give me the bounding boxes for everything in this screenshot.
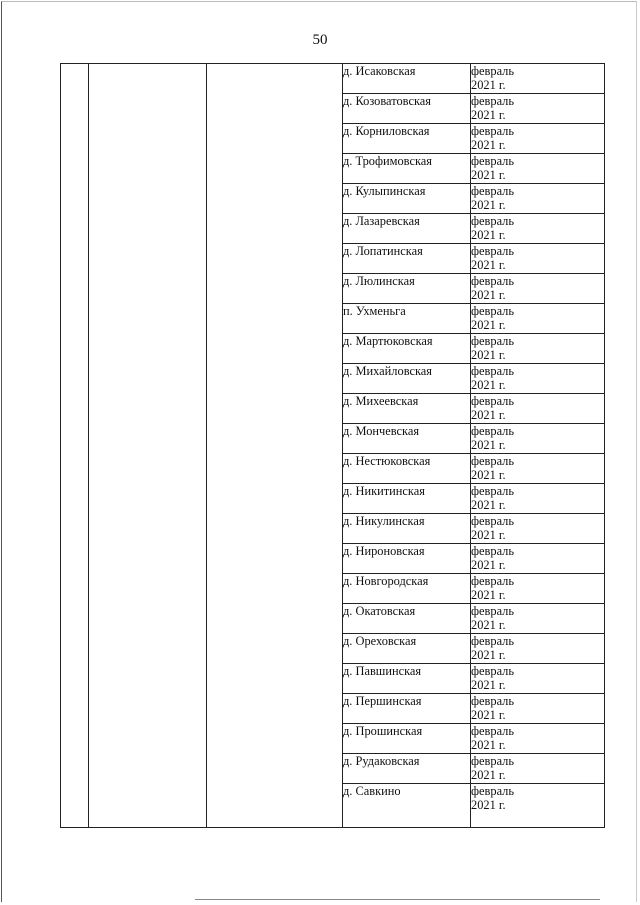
table-row [61,64,605,94]
date-month: февраль [471,634,515,648]
date-month: февраль [471,124,515,138]
date-month: февраль [471,274,515,288]
place-cell: д. Михеевская [343,394,471,424]
date-year: 2021 г. [471,78,506,92]
date-cell [471,454,605,484]
date-year: 2021 г. [471,648,506,662]
date-month: февраль [471,244,515,258]
date-cell [471,274,605,304]
date-month: февраль [471,454,515,468]
date-year: 2021 г. [471,768,506,782]
date-month: февраль [471,484,515,498]
date-year: 2021 г. [471,108,506,122]
date-month: февраль [471,154,515,168]
date-month: февраль [471,364,515,378]
date-year: 2021 г. [471,528,506,542]
date-month: февраль [471,94,515,108]
date-cell [471,424,605,454]
date-year: 2021 г. [471,348,506,362]
place-cell: д. Ореховская [343,634,471,664]
date-year: 2021 г. [471,378,506,392]
date-month: февраль [471,184,515,198]
date-cell [471,784,605,828]
date-month: февраль [471,334,515,348]
date-cell [471,514,605,544]
date-year: 2021 г. [471,468,506,482]
date-month: февраль [471,664,515,678]
place-cell: д. Мончевская [343,424,471,454]
date-cell [471,244,605,274]
date-month: февраль [471,694,515,708]
place-cell: д. Никулинская [343,514,471,544]
spacer-col-number [61,64,89,828]
date-cell [471,754,605,784]
date-cell [471,694,605,724]
place-cell: д. Савкино [343,784,471,828]
place-cell: д. Нестюковская [343,454,471,484]
date-cell [471,484,605,514]
place-cell: д. Рудаковская [343,754,471,784]
place-cell: д. Першинская [343,694,471,724]
date-year: 2021 г. [471,588,506,602]
date-month: февраль [471,424,515,438]
date-cell [471,154,605,184]
place-cell: д. Козоватовская [343,94,471,124]
date-cell [471,94,605,124]
date-month: февраль [471,544,515,558]
date-month: февраль [471,514,515,528]
date-year: 2021 г. [471,168,506,182]
date-year: 2021 г. [471,258,506,272]
place-cell: д. Мартюковская [343,334,471,364]
place-cell: д. Корниловская [343,124,471,154]
date-month: февраль [471,784,515,798]
place-cell: д. Трофимовская [343,154,471,184]
date-cell [471,724,605,754]
place-cell: д. Исаковская [343,64,471,94]
date-year: 2021 г. [471,798,506,812]
place-cell: д. Никитинская [343,484,471,514]
place-cell: д. Лазаревская [343,214,471,244]
date-year: 2021 г. [471,678,506,692]
date-cell [471,184,605,214]
date-cell [471,364,605,394]
place-cell: д. Кулыпинская [343,184,471,214]
date-year: 2021 г. [471,498,506,512]
date-cell [471,544,605,574]
date-year: 2021 г. [471,288,506,302]
date-month: февраль [471,754,515,768]
schedule-table-body [61,64,605,828]
date-year: 2021 г. [471,408,506,422]
date-cell [471,634,605,664]
date-month: февраль [471,214,515,228]
date-cell [471,124,605,154]
date-cell [471,304,605,334]
date-cell [471,214,605,244]
spacer-col-settlement [207,64,343,828]
date-month: февраль [471,64,515,78]
date-year: 2021 г. [471,228,506,242]
page-number: 50 [312,32,328,48]
bottom-rule [195,899,600,900]
place-cell: п. Ухменьга [343,304,471,334]
date-month: февраль [471,304,515,318]
date-cell [471,64,605,94]
schedule-table [60,63,605,828]
place-cell: д. Нироновская [343,544,471,574]
place-cell: д. Окатовская [343,604,471,634]
date-cell [471,664,605,694]
date-year: 2021 г. [471,708,506,722]
date-month: февраль [471,724,515,738]
date-year: 2021 г. [471,558,506,572]
date-month: февраль [471,574,515,588]
date-year: 2021 г. [471,618,506,632]
date-month: февраль [471,604,515,618]
place-cell: д. Павшинская [343,664,471,694]
date-cell [471,604,605,634]
place-cell: д. Михайловская [343,364,471,394]
date-year: 2021 г. [471,738,506,752]
place-cell: д. Новгородская [343,574,471,604]
date-cell [471,574,605,604]
date-year: 2021 г. [471,318,506,332]
date-year: 2021 г. [471,138,506,152]
date-year: 2021 г. [471,438,506,452]
place-cell: д. Прошинская [343,724,471,754]
date-cell [471,334,605,364]
spacer-col-district [89,64,207,828]
place-cell: д. Лопатинская [343,244,471,274]
date-cell [471,394,605,424]
place-cell: д. Люлинская [343,274,471,304]
date-month: февраль [471,394,515,408]
date-year: 2021 г. [471,198,506,212]
